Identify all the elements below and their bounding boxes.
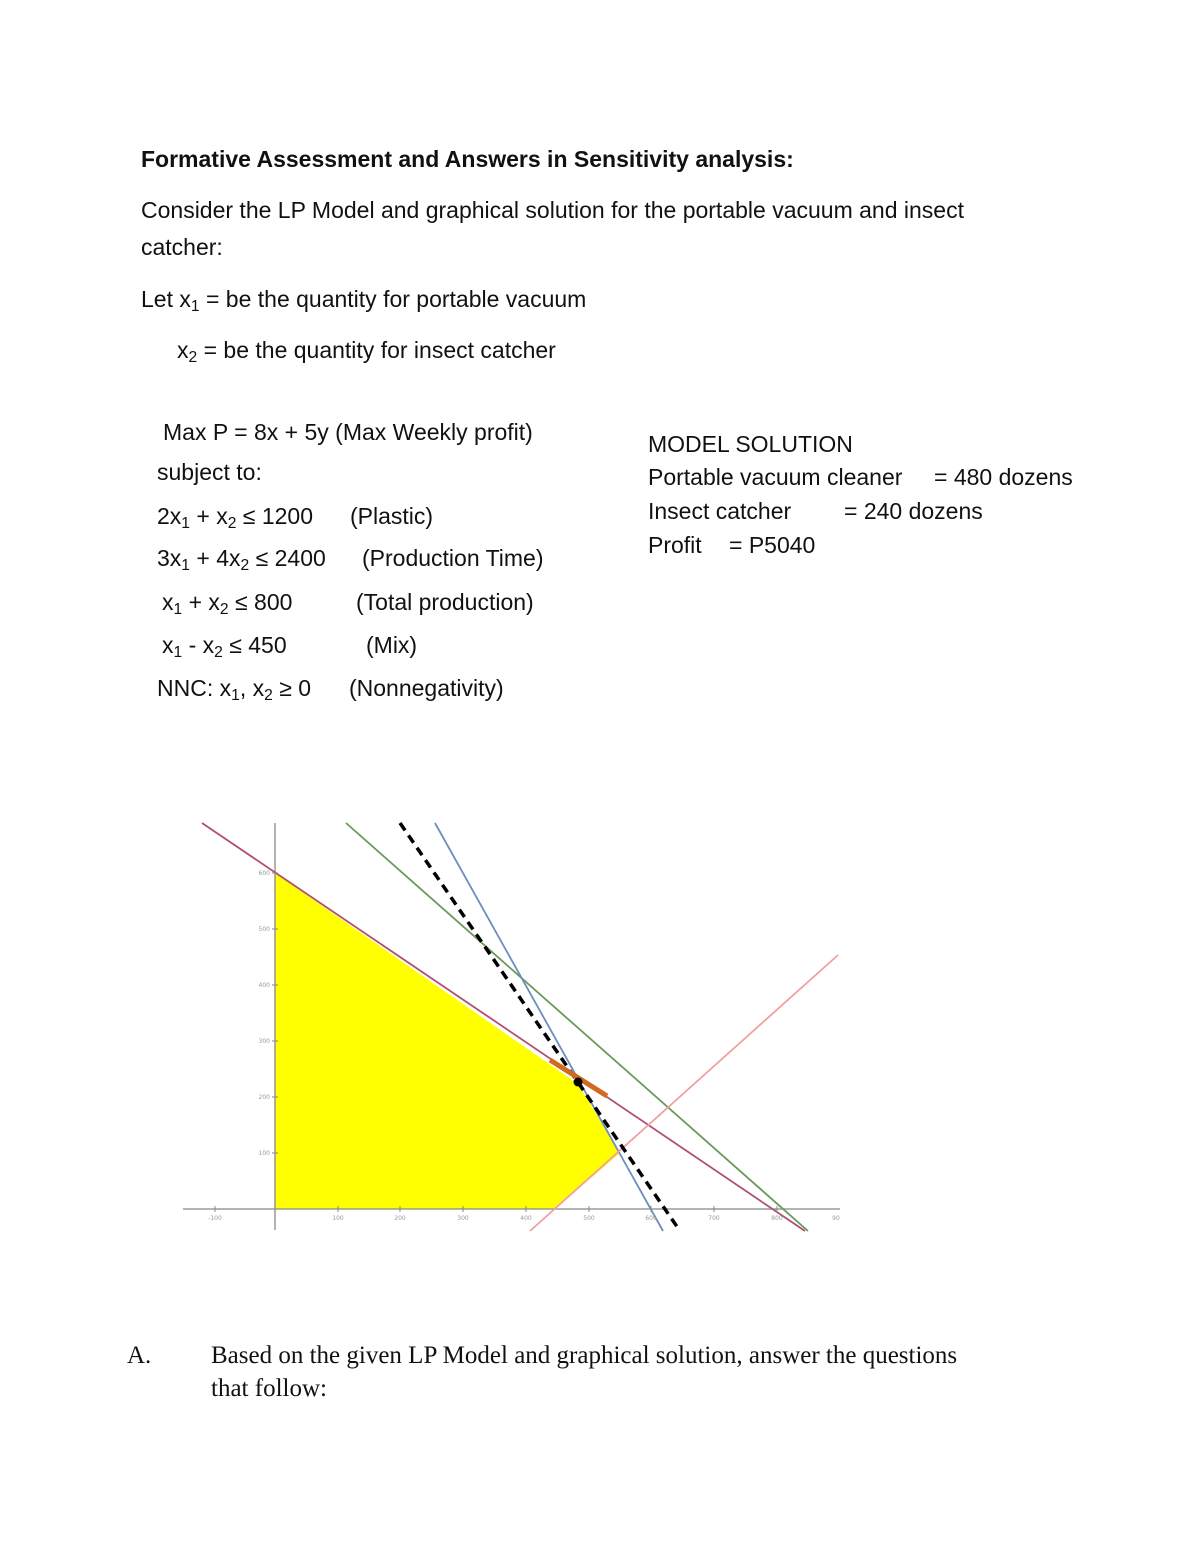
- graphical-solution-plot: [180, 820, 840, 1235]
- constraint-production-time-label: (Production Time): [362, 545, 544, 571]
- constraint-nonnegativity-label: (Nonnegativity): [349, 675, 504, 701]
- section-a-line-1: Based on the given LP Model and graphical solution, answer the questions: [211, 1342, 958, 1369]
- x-tick-label: 500: [583, 1215, 595, 1222]
- intro-line-1: Consider the LP Model and graphical solution for the portable vacuum and insect: [141, 197, 964, 223]
- y-tick-label: 100: [258, 1150, 270, 1157]
- section-a-letter: A.: [127, 1342, 152, 1369]
- x-tick-label: 200: [394, 1215, 406, 1222]
- page-title: Formative Assessment and Answers in Sensitivity analysis:: [141, 146, 794, 172]
- variable-x2-sub: 2: [188, 348, 198, 366]
- y-tick-label: 400: [258, 982, 270, 989]
- subject-to-label: subject to:: [157, 459, 262, 485]
- x-tick-label: -100: [208, 1215, 222, 1222]
- constraint-production-time: $3x_1 + 4x_2 \le 2400$: [157, 545, 326, 574]
- x-tick-label: 800: [771, 1215, 783, 1222]
- intro-line-2: catcher:: [141, 234, 223, 260]
- x-tick-label: 100: [332, 1215, 344, 1222]
- x-tick-label: 90: [832, 1215, 840, 1222]
- y-tick-label: 600: [258, 870, 270, 877]
- constraint-plastic: $2x_1 + x_2 \le 1200$: [157, 503, 313, 532]
- y-tick-label: 300: [258, 1038, 270, 1045]
- variable-x1-definition: [141, 286, 586, 313]
- feasible-region: [275, 873, 620, 1209]
- constraint-total-production: $x_1 + x_2 \le 800$: [162, 589, 293, 618]
- x-tick-label: 300: [457, 1215, 469, 1222]
- model-solution-title: MODEL SOLUTION: [648, 431, 853, 457]
- solution-vacuum-value: = 480 dozens: [934, 464, 1073, 490]
- variable-x2-prefix: x: [177, 337, 189, 363]
- solution-profit-value: = P5040: [729, 532, 816, 558]
- objective-function: Max P = 8x + 5y (Max Weekly profit): [163, 419, 533, 445]
- section-a-line-2: that follow:: [211, 1375, 327, 1402]
- variable-x2-definition: [177, 337, 556, 364]
- variable-x1-text: = be the quantity for portable vacuum: [199, 286, 587, 312]
- variable-x2-text: = be the quantity for insect catcher: [197, 337, 556, 363]
- optimal-point: [574, 1078, 583, 1087]
- constraint-total-production-label: (Total production): [356, 589, 534, 615]
- constraint-mix: $x_1 - x_2 \le 450$: [162, 632, 287, 661]
- y-tick-label: 200: [258, 1094, 270, 1101]
- y-tick-label: 500: [258, 926, 270, 933]
- x-tick-label: 400: [520, 1215, 532, 1222]
- x-tick-label: 700: [708, 1215, 720, 1222]
- constraint-mix-label: (Mix): [366, 632, 418, 658]
- x-tick-label: 600: [645, 1215, 657, 1222]
- solution-insect-label: Insect catcher: [648, 498, 792, 524]
- variable-x1-prefix: Let x: [141, 286, 191, 312]
- constraint-plastic-label: (Plastic): [350, 503, 434, 529]
- solution-vacuum-label: Portable vacuum cleaner: [648, 464, 903, 490]
- variable-x1-sub: 1: [190, 297, 200, 315]
- solution-profit-label: Profit: [648, 532, 702, 558]
- solution-insect-value: = 240 dozens: [844, 498, 983, 524]
- constraint-nonnegativity: NNC: $x_1$, $x_2 \ge 0$: [157, 675, 312, 704]
